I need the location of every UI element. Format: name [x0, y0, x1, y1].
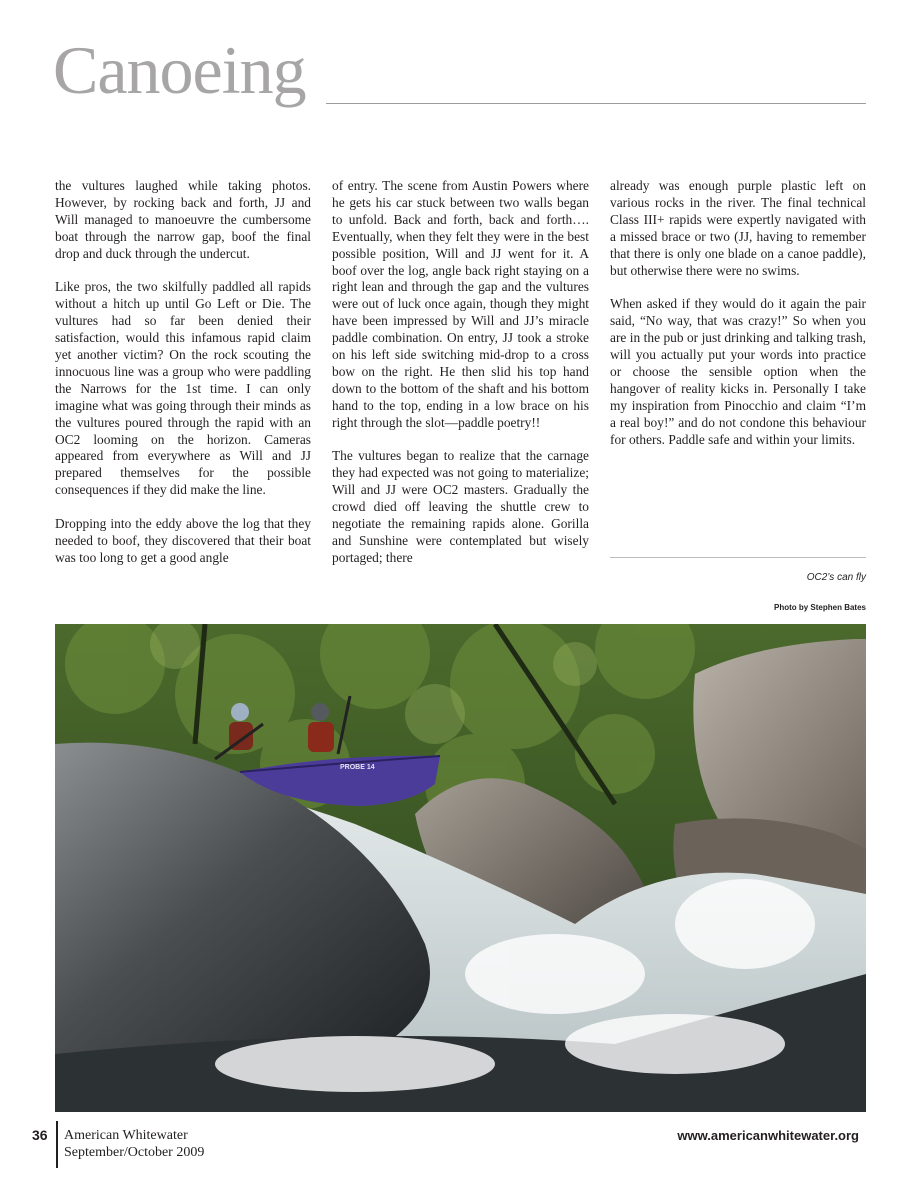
- article-paragraph: Dropping into the eddy above the log that they needed to boof, they discovered that their boat was too long to get a good angle: [55, 516, 311, 565]
- boat-label: PROBE 14: [340, 764, 375, 771]
- page-number: 36: [32, 1127, 48, 1143]
- article-column-3: [610, 178, 866, 465]
- article-paragraph: When asked if they would do it again the pair said, “No way, that was crazy!” So when you are in the pub or just drinking and talking trash, will you actually put your words into practice or choose the sensible option when the hangover of reality kicks in. Personally I take my inspiration from Pinocchio and claim “I’m a real boy!” and do not condone this behaviour for others. Paddle safe and within your limits.: [610, 296, 866, 447]
- section-title: Canoeing: [53, 32, 306, 108]
- article-paragraph: the vultures laughed while taking photos. However, by rocking back and forth, JJ and Will managed to manoeuvre the cumbersome boat through the narrow gap, boof the final drop and duck through the undercut.: [55, 178, 311, 261]
- article-paragraph: The vultures began to realize that the carnage they had expected was not going to materialize; Will and JJ were OC2 masters. Gradually the crowd died off leaving the shuttle crew to negotiate the remaining rapids alone. Gorilla and Sunshine were contemplated but wisely portaged; there: [332, 448, 589, 565]
- footer-divider: [56, 1121, 58, 1168]
- article-paragraph: already was enough purple plastic left on various rocks in the river. The final technical Class III+ rapids were expertly navigated with a missed brace or two (JJ, having to remember that there is only one blade on a canoe paddle), but otherwise there were no swims.: [610, 178, 866, 278]
- article-column-1: [55, 178, 311, 584]
- caption-rule: [610, 557, 866, 558]
- article-paragraph: of entry. The scene from Austin Powers where he gets his car stuck between two walls began to unfold. Back and forth, back and forth…. Eventually, when they felt they were in the best possible position, Will and JJ went for it. A boof over the log, angle back right staying on a right lean and through the gap and the vultures were out of luck once again, though they might have been impressed by Will and JJ’s miracle paddle combination. On entry, JJ took a stroke on his left side switching mid-drop to a cross bow on the right. He then slid his top hand down to the bottom of the shaft and his bottom hand to the top, ending in a low brace on his right through the slot—paddle poetry!!: [332, 178, 589, 430]
- footer-publication: [64, 1127, 204, 1161]
- footer-url: www.americanwhitewater.org: [677, 1128, 859, 1143]
- issue-date: September/October 2009: [64, 1145, 205, 1160]
- canoe-photo: [55, 624, 866, 1112]
- publication-name: American Whitewater: [64, 1128, 188, 1143]
- title-rule: [326, 103, 866, 104]
- photo-credit: Photo by Stephen Bates: [773, 603, 866, 612]
- article-column-2: [332, 178, 589, 584]
- article-paragraph: Like pros, the two skilfully paddled all rapids without a hitch up until Go Left or Die. The vultures had so far been denied their satisfaction, would this infamous rapid claim yet another victim? On the rock scouting the innocuous line was a group who were paddling the Narrows for the 1st time. I can only imagine what was going through their minds as the vultures poured through the rapid with an OC2 looming on the horizon. Cameras appeared from everywhere as Will and JJ prepared themselves for the possible consequences if they did make the line.: [55, 279, 311, 498]
- photo-caption: OC2’s can fly: [806, 572, 866, 583]
